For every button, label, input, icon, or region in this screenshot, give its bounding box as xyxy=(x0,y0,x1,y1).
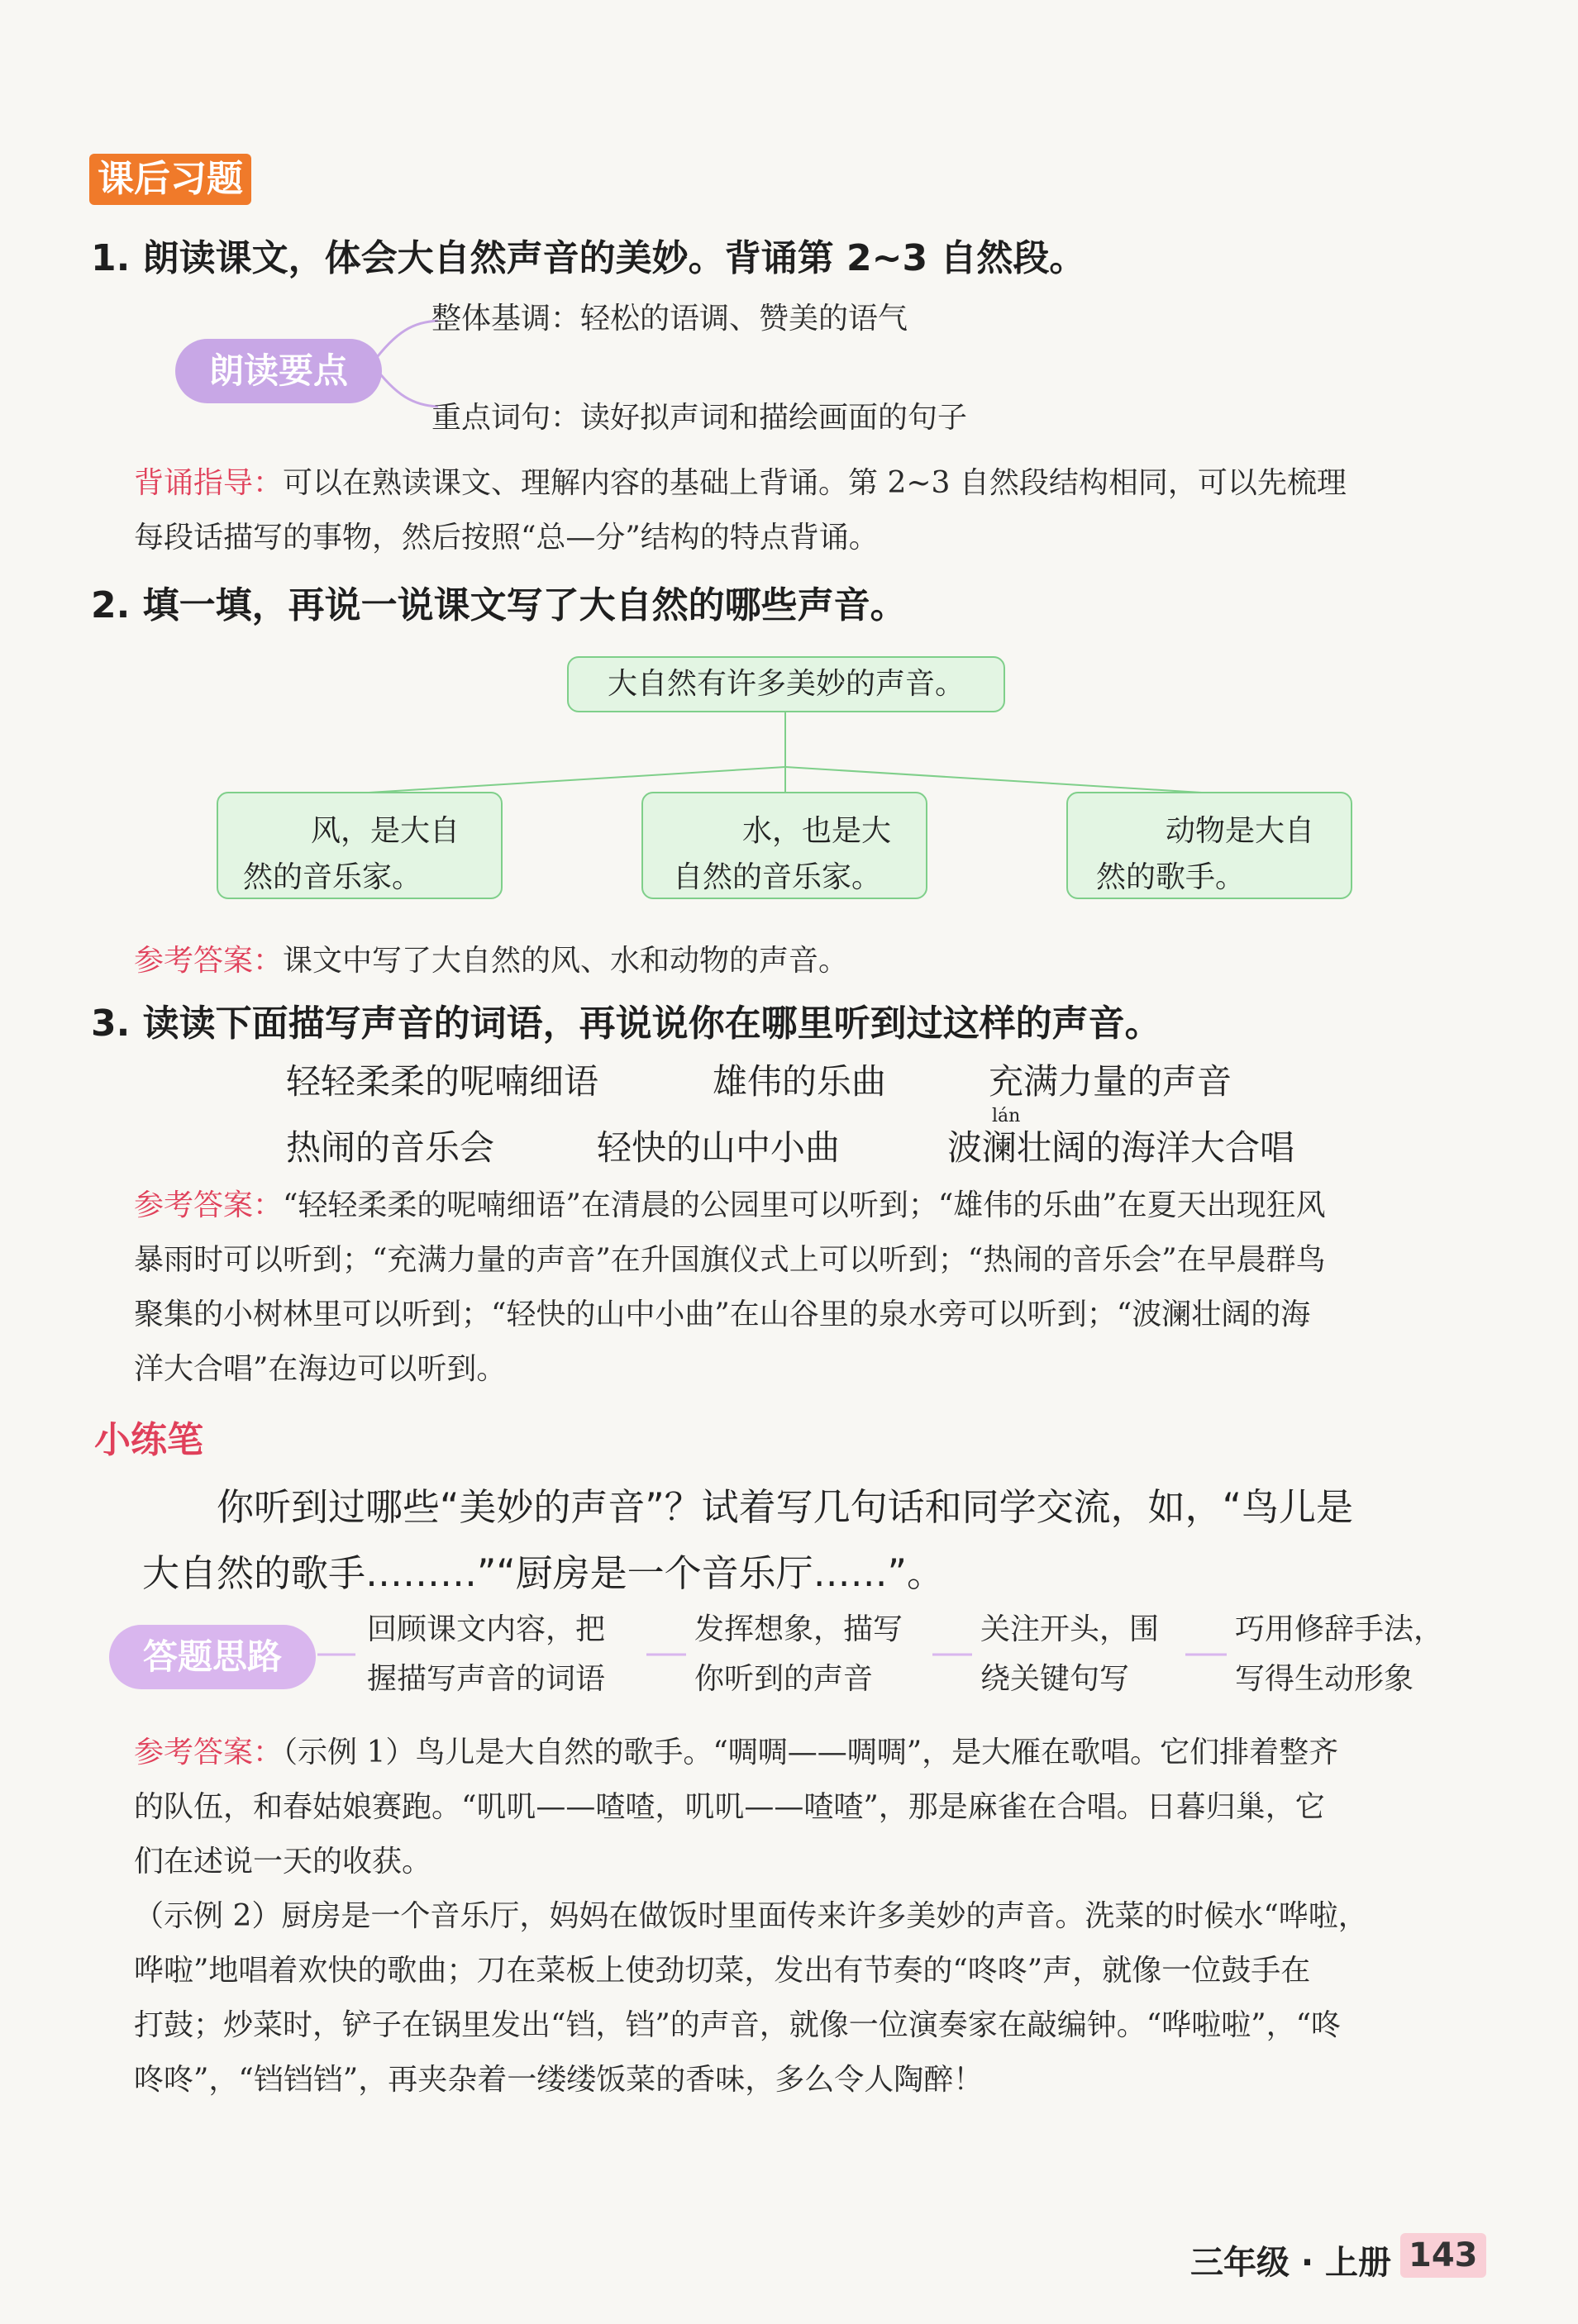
reading-point-2: 重点词句：读好拟声词和描绘画面的句子 xyxy=(431,401,968,435)
box-wind-line-2: 然的音乐家。 xyxy=(243,860,422,894)
idea-1-line-2: 握描写声音的词语 xyxy=(367,1662,606,1696)
practice-answer-label: 参考答案： xyxy=(134,1736,284,1769)
example-1-line-1: （示例 1）鸟儿是大自然的歌手。“啁啁——啁啁”，是大雁在歌唱。它们排着整齐 xyxy=(283,1736,1339,1769)
box-wind-line-1: 风，是大自 xyxy=(311,814,460,848)
recite-guide-line-2: 每段话描写的事物，然后按照“总—分”结构的特点背诵。 xyxy=(134,521,879,555)
answer-box-water xyxy=(641,792,927,899)
section-title: 课后习题 xyxy=(89,154,251,205)
question-3-title: 3. 读读下面描写声音的词语，再说说你在哪里听到过这样的声音。 xyxy=(91,1002,1161,1045)
q2-answer-text: 课文中写了大自然的风、水和动物的声音。 xyxy=(283,944,849,978)
reading-points-tag: 朗读要点 xyxy=(175,339,382,403)
box-water-line-2: 自然的音乐家。 xyxy=(673,860,882,894)
tree-root-box: 大自然有许多美妙的声音。 xyxy=(567,656,1005,712)
page-number: 143 xyxy=(1400,2233,1486,2278)
example-2-line-4: 咚咚”，“铛铛铛”，再夹杂着一缕缕饭菜的香味，多么令人陶醉！ xyxy=(134,2063,984,2097)
word-3: 充满力量的声音 xyxy=(989,1061,1232,1102)
idea-4-line-1: 巧用修辞手法， xyxy=(1235,1612,1444,1646)
example-2-line-1: （示例 2）厨房是一个音乐厅，妈妈在做饭时里面传来许多美妙的声音。洗菜的时候水“哗啦， xyxy=(134,1899,1368,1933)
word-1: 轻轻柔柔的呢喃细语 xyxy=(286,1061,599,1102)
word-6: 波澜壮阔的海洋大合唱 xyxy=(947,1127,1295,1168)
q2-answer-label: 参考答案： xyxy=(134,944,284,978)
idea-1 xyxy=(367,1605,605,1704)
idea-3-line-2: 绕关键句写 xyxy=(980,1662,1130,1696)
q3-answer-label: 参考答案： xyxy=(134,1188,284,1222)
idea-4-line-2: 写得生动形象 xyxy=(1235,1662,1414,1696)
recite-guide-label: 背诵指导： xyxy=(134,466,284,500)
q3-answer-line-4: 洋大合唱”在海边可以听到。 xyxy=(134,1352,507,1386)
practice-prompt-line-1: 你听到过哪些“美妙的声音”？试着写几句话和同学交流，如，“鸟儿是 xyxy=(217,1485,1353,1529)
tree-connectors xyxy=(0,0,1578,909)
pinyin-lan: lán xyxy=(992,1106,1021,1126)
idea-3 xyxy=(980,1605,1159,1704)
practice-answer xyxy=(134,1726,1368,2107)
idea-2-line-2: 你听到的声音 xyxy=(694,1662,874,1696)
answer-ideas-tag: 答题思路 xyxy=(109,1625,316,1689)
q2-answer xyxy=(134,934,848,988)
q3-answer-line-3: 聚集的小树林里可以听到；“轻快的山中小曲”在山谷里的泉水旁可以听到；“波澜壮阔的海 xyxy=(134,1298,1311,1331)
q3-answer-line-1: “轻轻柔柔的呢喃细语”在清晨的公园里可以听到；“雄伟的乐曲”在夏天出现狂风 xyxy=(283,1188,1326,1222)
q3-answer xyxy=(134,1179,1326,1397)
footer-grade: 三年级 · 上册 xyxy=(1190,2244,1392,2282)
word-2: 雄伟的乐曲 xyxy=(713,1061,887,1102)
word-4: 热闹的音乐会 xyxy=(286,1127,495,1168)
box-animals-line-1: 动物是大自 xyxy=(1166,814,1315,848)
q3-answer-line-2: 暴雨时可以听到；“充满力量的声音”在升国旗仪式上可以听到；“热闹的音乐会”在早晨群鸟 xyxy=(134,1243,1326,1277)
practice-prompt xyxy=(142,1474,1353,1607)
answer-box-animals xyxy=(1066,792,1352,899)
idea-2 xyxy=(694,1605,903,1704)
idea-1-line-1: 回顾课文内容，把 xyxy=(367,1612,606,1646)
answer-box-wind xyxy=(217,792,503,899)
box-animals-line-2: 然的歌手。 xyxy=(1096,860,1246,894)
example-1-line-2: 的队伍，和春姑娘赛跑。“叽叽——喳喳，叽叽——喳喳”，那是麻雀在合唱。日暮归巢，它 xyxy=(134,1790,1325,1824)
practice-prompt-line-2: 大自然的歌手………”“厨房是一个音乐厅……”。 xyxy=(142,1551,944,1595)
question-2-title: 2. 填一填，再说一说课文写了大自然的哪些声音。 xyxy=(91,584,907,626)
practice-title: 小练笔 xyxy=(94,1419,203,1461)
idea-2-line-1: 发挥想象，描写 xyxy=(694,1612,903,1646)
box-water-line-1: 水，也是大 xyxy=(742,814,892,848)
example-2-line-3: 打鼓；炒菜时，铲子在锅里发出“铛，铛”的声音，就像一位演奏家在敲编钟。“哗啦啦”，“咚 xyxy=(134,2008,1342,2042)
recite-guide-line-1: 可以在熟读课文、理解内容的基础上背诵。第 2~3 自然段结构相同，可以先梳理 xyxy=(283,466,1347,500)
idea-3-line-1: 关注开头，围 xyxy=(980,1612,1160,1646)
idea-4 xyxy=(1235,1605,1443,1704)
question-1-title: 1. 朗读课文，体会大自然声音的美妙。背诵第 2~3 自然段。 xyxy=(91,237,1086,279)
example-2-line-2: 哗啦”地唱着欢快的歌曲；刀在菜板上使劲切菜，发出有节奏的“咚咚”声，就像一位鼓手在 xyxy=(134,1954,1311,1988)
example-1-line-3: 们在述说一天的收获。 xyxy=(134,1845,432,1879)
reading-point-1: 整体基调：轻松的语调、赞美的语气 xyxy=(431,302,908,336)
word-5: 轻快的山中小曲 xyxy=(597,1127,841,1168)
